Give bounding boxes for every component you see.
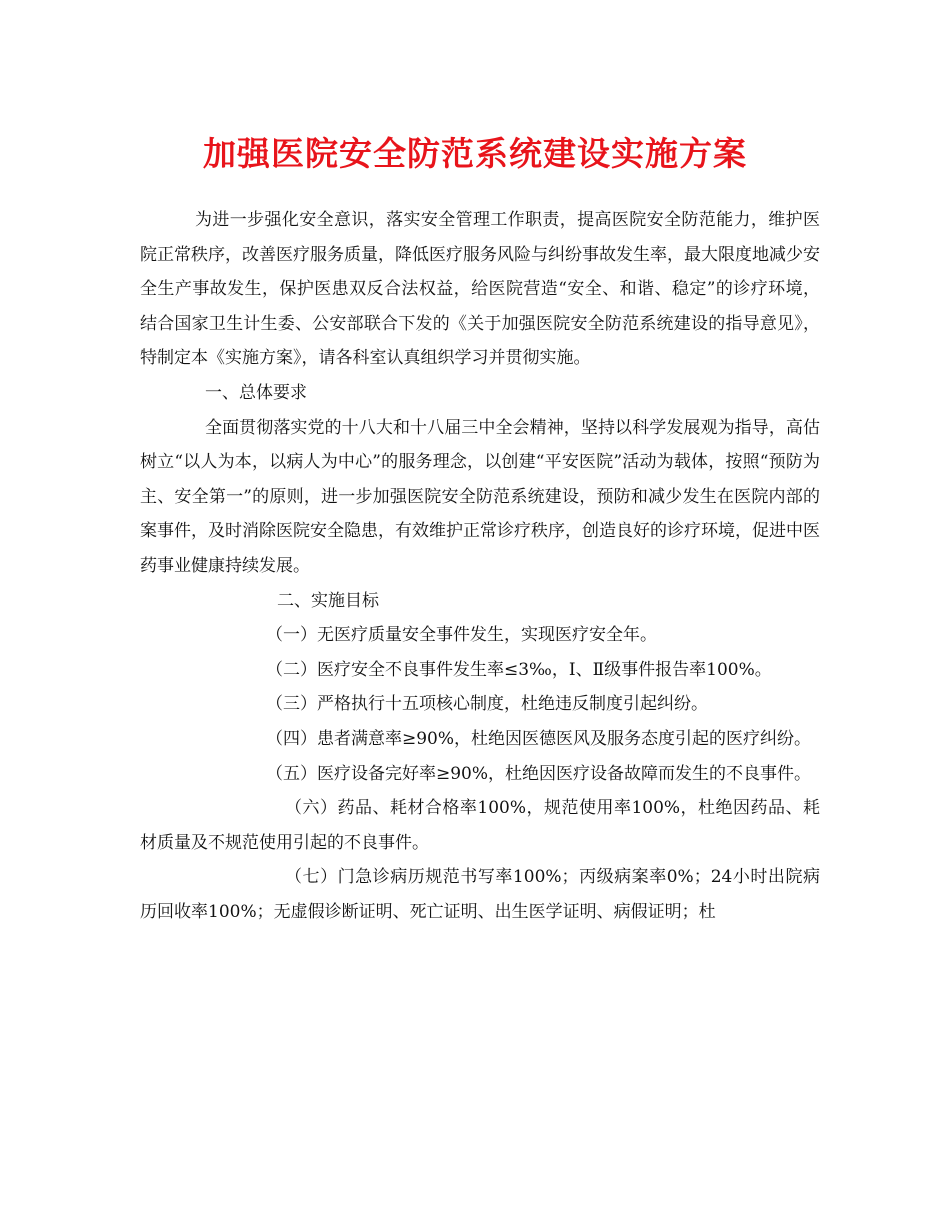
goal-item-2: （二）医疗安全不良事件发生率≤3‰，Ⅰ、Ⅱ级事件报告率100%。 — [266, 659, 772, 680]
goal-item-6: （六）药品、耗材合格率100%，规范使用率100%，杜绝因药品、耗材质量及不规范使用引起的不良事件。 — [140, 798, 820, 853]
goal-item-7: （七）门急诊病历规范书写率100%；丙级病案率0%；24小时出院病历回收率100%；无虚假诊断证明、死亡证明、出生医学证明、病假证明；杜 — [140, 867, 820, 922]
section-heading-implementation-goals: 二、实施目标 — [277, 590, 379, 611]
goal-item-1: （一）无医疗质量安全事件发生，实现医疗安全年。 — [266, 625, 657, 646]
section-paragraph-overall-requirements: 全面贯彻落实党的十八大和十八届三中全会精神，坚持以科学发展观为指导，高估树立“以人为本，以病人为中心”的服务理念，以创建“平安医院”活动为载体，按照“预防为主、安全第一”的原则，进一步加强医院安全防范系统建设，预防和减少发生在医院内部的案事件，及时消除医院安全隐患，有效维护正常诊疗秩序，创造良好的诊疗环境，促进中医药事业健康持续发展。 — [140, 417, 820, 576]
goal-item-5: （五）医疗设备完好率≥90%，杜绝因医疗设备故障而发生的不良事件。 — [266, 763, 812, 784]
goal-item-3: （三）严格执行十五项核心制度，杜绝违反制度引起纠纷。 — [266, 694, 708, 715]
document-body — [140, 203, 820, 929]
intro-paragraph: 为进一步强化安全意识，落实安全管理工作职责，提高医院安全防范能力，维护医院正常秩序，改善医疗服务质量，降低医疗服务风险与纠纷事故发生率，最大限度地减少安全生产事故发生，保护医患双反合法权益，给医院营造“安全、和谐、稳定”的诊疗环境，结合国家卫生计生委、公安部联合下发的《关于加强医院安全防范系统建设的指导意见》，特制定本《实施方案》，请各科室认真组织学习并贯彻实施。 — [140, 210, 820, 369]
section-heading-overall-requirements: 一、总体要求 — [205, 382, 307, 403]
document-title: 加强医院安全防范系统建设实施方案 — [203, 134, 747, 173]
goal-item-4: （四）患者满意率≥90%，杜绝因医德医风及服务态度引起的医疗纠纷。 — [266, 728, 812, 749]
